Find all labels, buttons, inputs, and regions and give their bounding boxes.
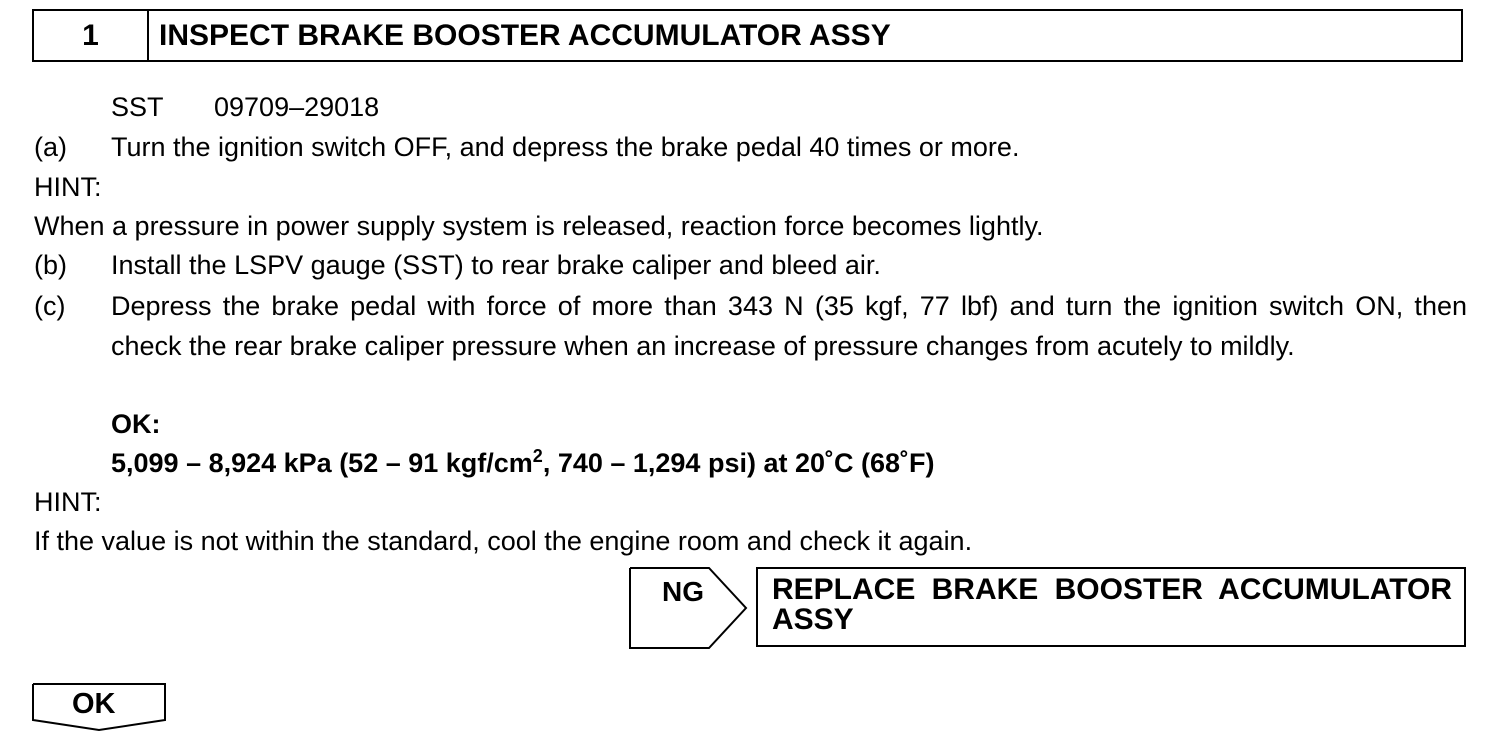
step-number: 1 — [34, 11, 149, 60]
ok-spec-value-part2: , 740 – 1,294 psi) at 20˚C (68˚F) — [542, 448, 935, 478]
ng-result-text: REPLACE BRAKE BOOSTER ACCUMULATOR ASSY — [772, 573, 1452, 636]
hint-1-label: HINT: — [34, 172, 102, 202]
ok-spec-label: OK: — [111, 409, 161, 439]
hint-1-text: When a pressure in power supply system is released, reaction force becomes lightly. — [34, 211, 1044, 241]
sst-number: 09709–29018 — [214, 92, 380, 122]
step-a-text: Turn the ignition switch OFF, and depress the brake pedal 40 times or more. — [111, 132, 1020, 162]
step-header-box — [32, 9, 1463, 62]
hint-2-text: If the value is not within the standard, cool the engine room and check it again. — [34, 526, 973, 556]
step-c-label: (c) — [34, 291, 66, 321]
step-b-label: (b) — [34, 250, 67, 280]
ok-spec-value — [111, 447, 934, 479]
ok-label: OK — [72, 688, 116, 720]
ng-result-box — [756, 567, 1466, 647]
step-title: INSPECT BRAKE BOOSTER ACCUMULATOR ASSY — [159, 18, 891, 52]
hint-2-label: HINT: — [34, 487, 102, 517]
ok-spec-value-part1: 5,099 – 8,924 kPa (52 – 91 kgf/cm — [111, 448, 533, 478]
step-a-label: (a) — [34, 132, 67, 162]
ng-label: NG — [662, 576, 704, 607]
step-c-text: Depress the brake pedal with force of more than 343 N (35 kgf, 77 lbf) and turn the ignition switch ON, then check the rear brake caliper pressure when an increase of pressure changes from acutely to mildly. — [111, 291, 1467, 361]
step-b-text: Install the LSPV gauge (SST) to rear brake caliper and bleed air. — [111, 250, 881, 280]
ok-spec-value-superscript: 2 — [532, 446, 543, 466]
sst-label: SST — [111, 92, 164, 122]
